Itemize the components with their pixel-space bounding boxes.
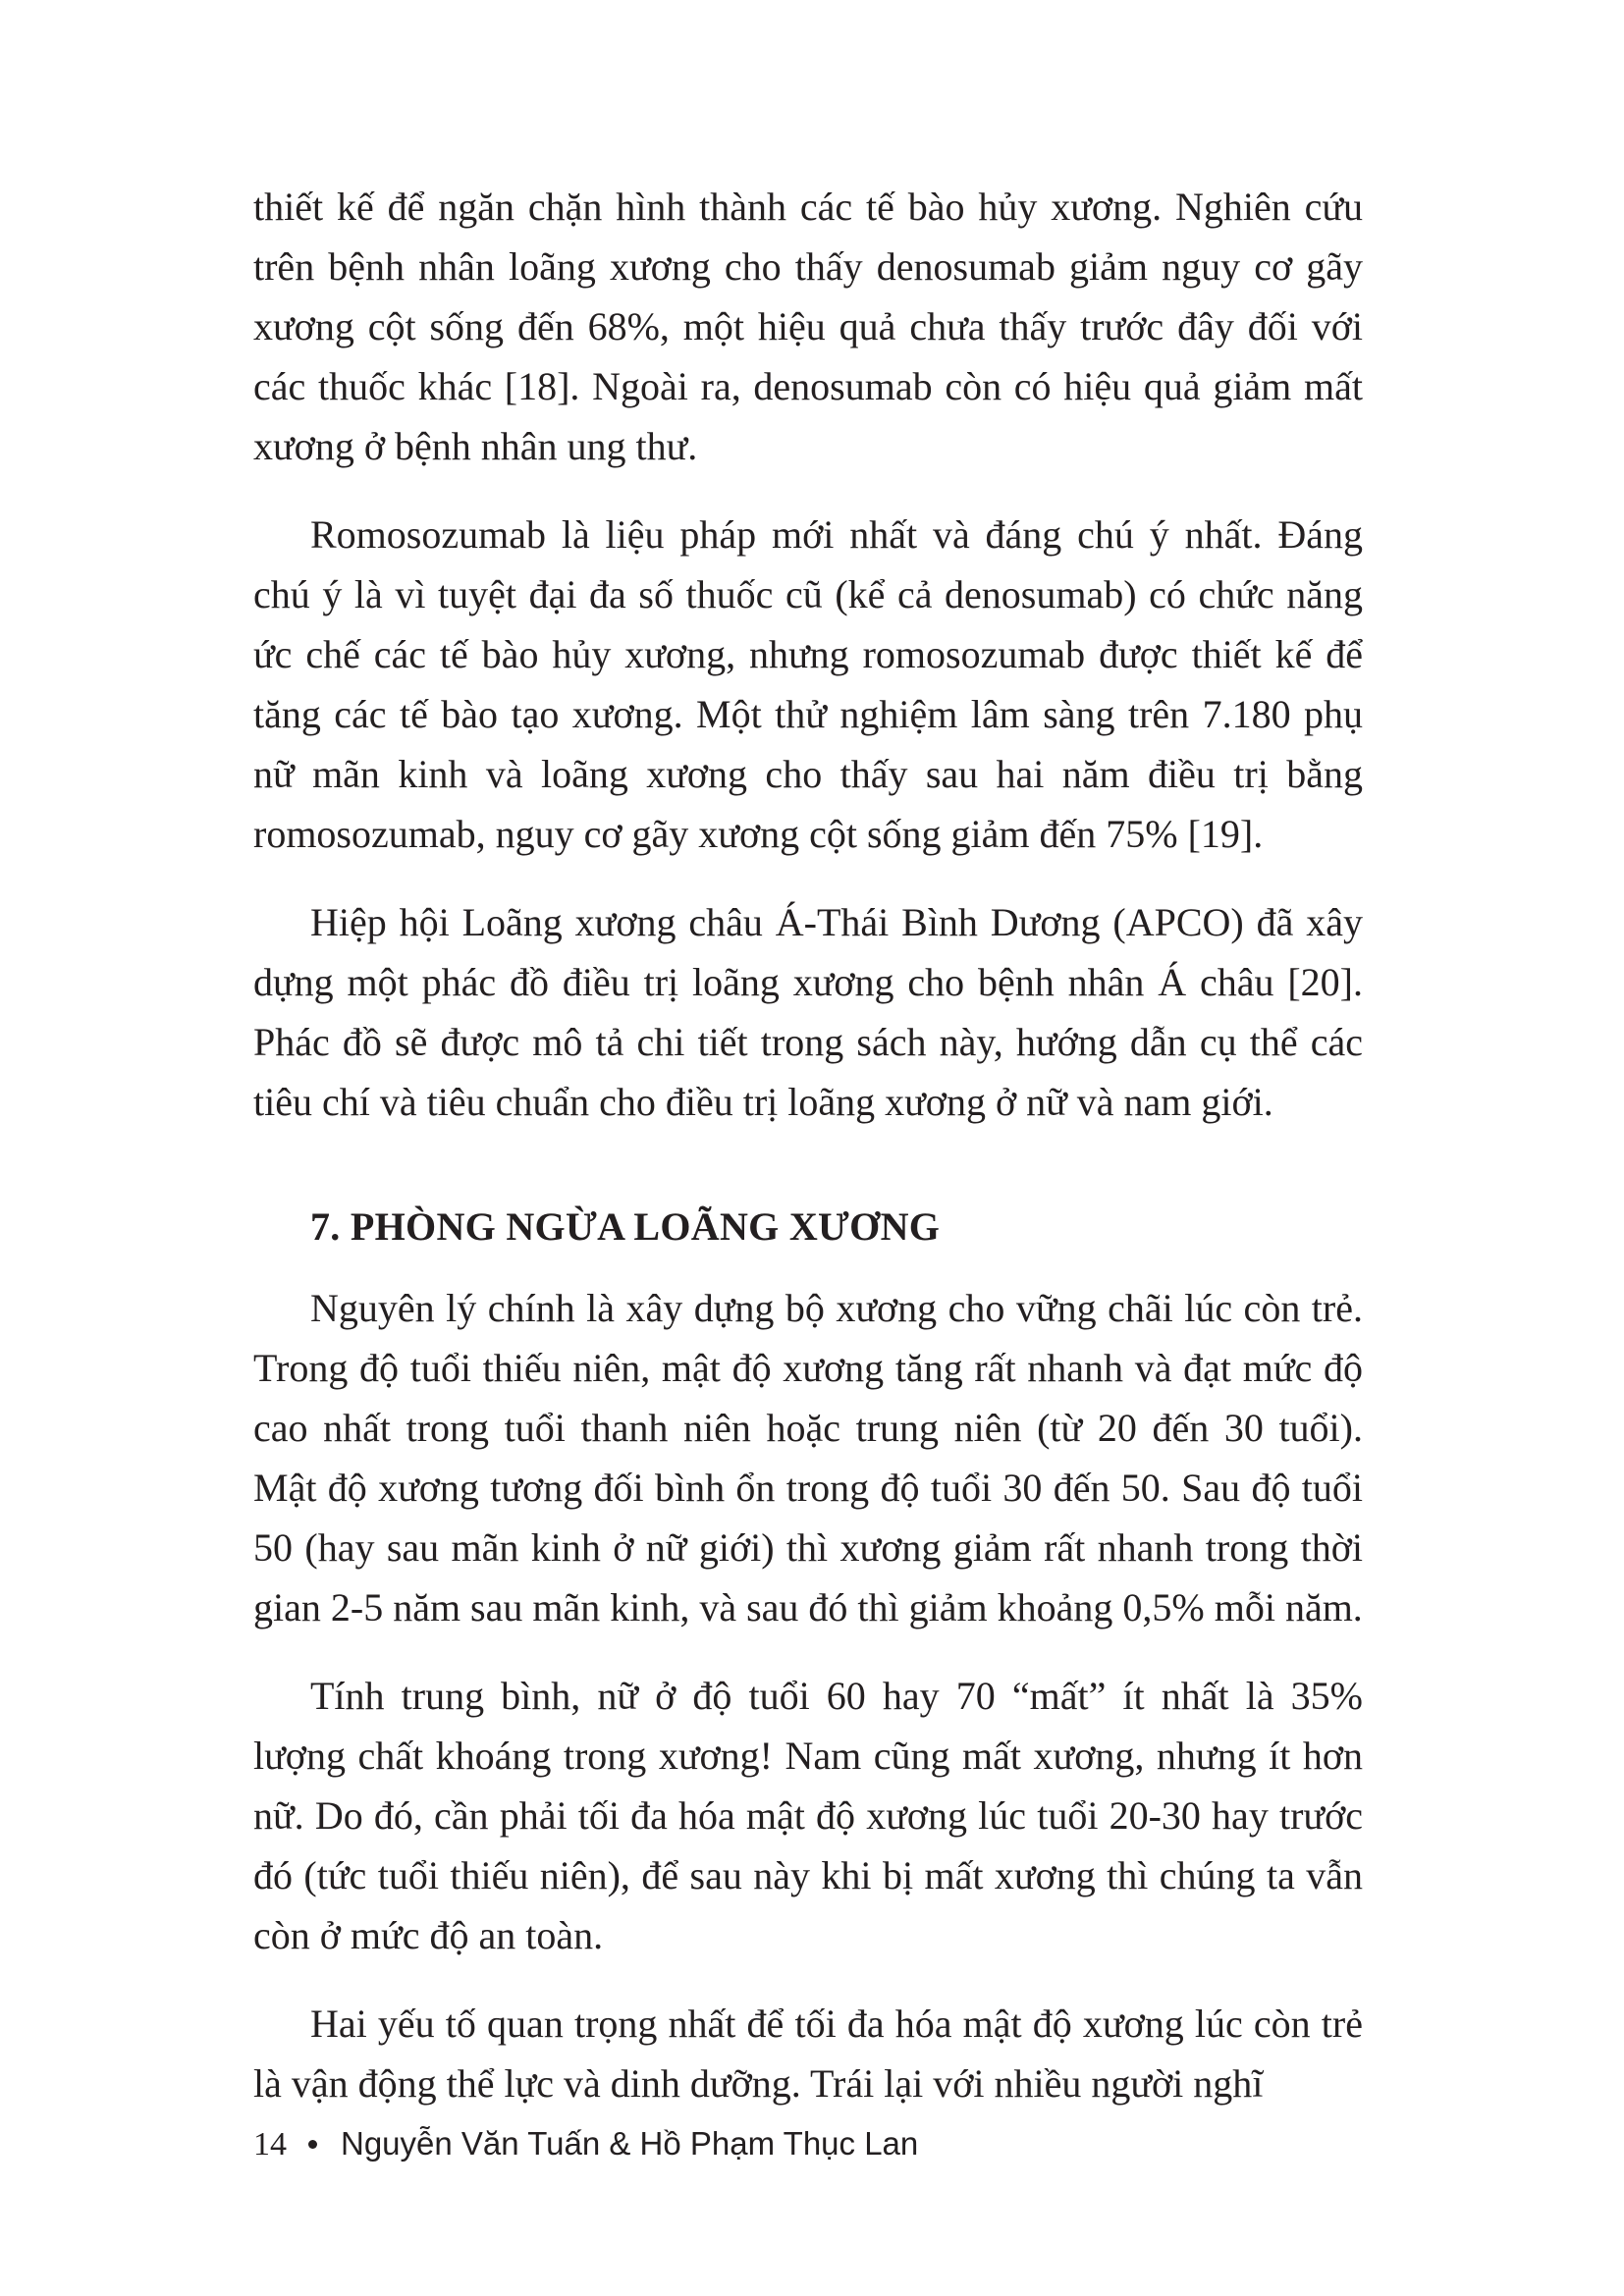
body-text-upper: [253, 177, 1363, 1160]
paragraph-denosumab-continued: thiết kế để ngăn chặn hình thành các tế bào hủy xương. Nghiên cứu trên bệnh nhân loãng xương cho thấy denosumab giảm nguy cơ gãy xương cột sống đến 68%, một hiệu quả chưa thấy trước đây đối với các thuốc khác [18]. Ngoài ra, denosumab còn có hiệu quả giảm mất xương ở bệnh nhân ung thư.: [253, 185, 1363, 468]
bullet-separator-icon: [308, 2140, 317, 2149]
page-number: 14: [253, 2126, 287, 2163]
page-footer: [253, 2122, 918, 2166]
paragraph-key-factors: Hai yếu tố quan trọng nhất để tối đa hóa mật độ xương lúc còn trẻ là vận động thể lực và dinh dưỡng. Trái lại với nhiều người nghĩ: [253, 2002, 1363, 2106]
paragraph-romosozumab: Romosozumab là liệu pháp mới nhất và đáng chú ý nhất. Đáng chú ý là vì tuyệt đại đa số thuốc cũ (kể cả denosumab) có chức năng ức chế các tế bào hủy xương, nhưng romosozumab được thiết kế để tăng các tế bào tạo xương. Một thử nghiệm lâm sàng trên 7.180 phụ nữ mãn kinh và loãng xương cho thấy sau hai năm điều trị bằng romosozumab, nguy cơ gãy xương cột sống giảm đến 75% [19].: [253, 512, 1363, 856]
body-text-lower: [253, 1278, 1363, 2142]
paragraph-apco: Hiệp hội Loãng xương châu Á-Thái Bình Dương (APCO) đã xây dựng một phác đồ điều trị loãng xương cho bệnh nhân Á châu [20]. Phác đồ sẽ được mô tả chi tiết trong sách này, hướng dẫn cụ thể các tiêu chí và tiêu chuẩn cho điều trị loãng xương ở nữ và nam giới.: [253, 900, 1363, 1124]
footer-authors: Nguyễn Văn Tuấn & Hồ Phạm Thục Lan: [341, 2125, 919, 2162]
section-heading: 7. PHÒNG NGỪA LOÃNG XƯƠNG: [310, 1204, 941, 1249]
paragraph-principle: Nguyên lý chính là xây dựng bộ xương cho vững chãi lúc còn trẻ. Trong độ tuổi thiếu niên, mật độ xương tăng rất nhanh và đạt mức độ cao nhất trong tuổi thanh niên hoặc trung niên (từ 20 đến 30 tuổi). Mật độ xương tương đối bình ổn trong độ tuổi 30 đến 50. Sau độ tuổi 50 (hay sau mãn kinh ở nữ giới) thì xương giảm rất nhanh trong thời gian 2-5 năm sau mãn kinh, và sau đó thì giảm khoảng 0,5% mỗi năm.: [253, 1286, 1363, 1629]
paragraph-average-loss: Tính trung bình, nữ ở độ tuổi 60 hay 70 “mất” ít nhất là 35% lượng chất khoáng trong xương! Nam cũng mất xương, nhưng ít hơn nữ. Do đó, cần phải tối đa hóa mật độ xương lúc tuổi 20-30 hay trước đó (tức tuổi thiếu niên), để sau này khi bị mất xương thì chúng ta vẫn còn ở mức độ an toàn.: [253, 1674, 1363, 1957]
